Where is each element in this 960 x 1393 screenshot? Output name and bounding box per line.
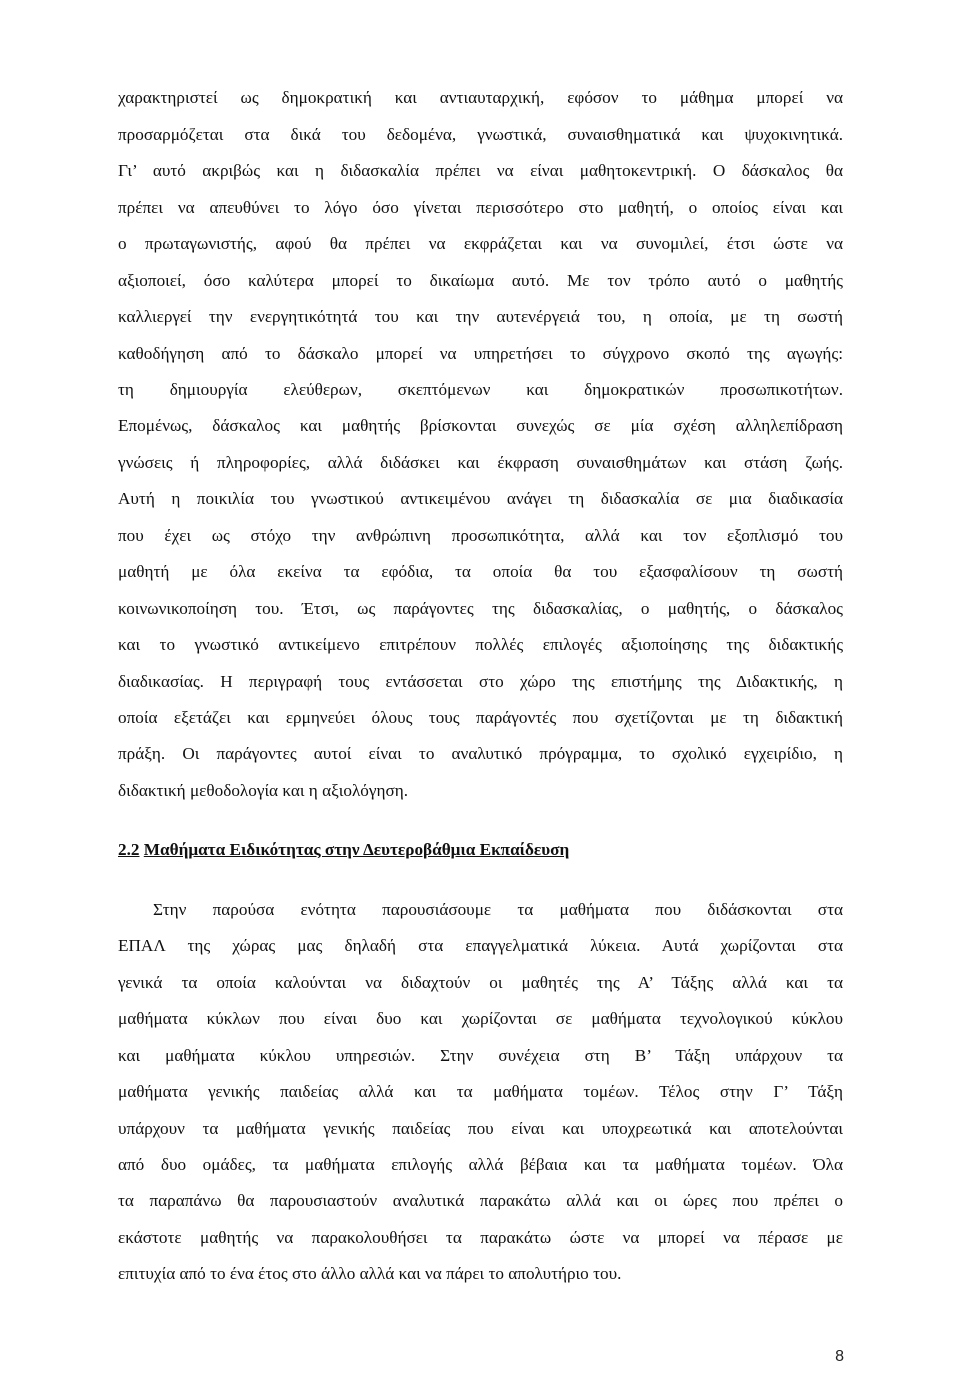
paragraph-line: ΕΠΑΛ της χώρας μας δηλαδή στα επαγγελματικά λύκεια. Αυτά χωρίζονται στα [118, 936, 843, 955]
paragraph-line: μαθήματα γενικής παιδείας αλλά και τα μαθήματα τομέων. Τέλος στην Γ’ Τάξη [118, 1082, 843, 1101]
paragraph-line: γενικά τα οποία καλούνται να διδαχτούν οι μαθητές της Α’ Τάξης αλλά και τα [118, 973, 843, 992]
paragraph-line: από δυο ομάδες, τα μαθήματα επιλογής αλλά βέβαια και τα μαθήματα τομέων. Όλα [118, 1155, 843, 1174]
paragraph-line: Στην παρούσα ενότητα παρουσιάσουμε τα μαθήματα που διδάσκονται στα [153, 900, 843, 919]
paragraph-line: υπάρχουν τα μαθήματα γενικής παιδείας που είναι και υποχρεωτικά και αποτελούνται [118, 1119, 843, 1138]
paragraph-line: και το γνωστικό αντικείμενο επιτρέπουν πολλές επιλογές αξιοποίησης της διδακτικής [118, 635, 843, 654]
paragraph-line: εκάστοτε μαθητής να παρακολουθήσει τα παρακάτω ώστε να μπορεί να πέρασε με [118, 1228, 843, 1247]
paragraph-line: Γι’ αυτό ακριβώς και η διδασκαλία πρέπει να είναι μαθητοκεντρική. Ο δάσκαλος θα [118, 161, 843, 180]
paragraph-line: που έχει ως στόχο την ανθρώπινη προσωπικότητα, αλλά και τον εξοπλισμό του [118, 526, 843, 545]
paragraph-line: επιτυχία από το ένα έτος στο άλλο αλλά και να πάρει το απολυτήριο του. [118, 1264, 622, 1283]
paragraph-line: Επομένως, δάσκαλος και μαθητής βρίσκονται συνεχώς σε μία σχέση αλληλεπίδραση [118, 416, 843, 435]
paragraph-line: καλλιεργεί την ενεργητικότητά του και την αυτενέργειά του, η οποία, με τη σωστή [118, 307, 843, 326]
paragraph-line: χαρακτηριστεί ως δημοκρατική και αντιαυταρχική, εφόσον το μάθημα μπορεί να [118, 88, 843, 107]
paragraph-line: ο πρωταγωνιστής, αφού θα πρέπει να εκφράζεται και να συνομιλεί, έτσι ώστε να [118, 234, 843, 253]
section-title: Μαθήματα Ειδικότητας στην Δευτεροβάθμια Εκπαίδευση [143, 840, 570, 859]
paragraph-line: τη δημιουργία ελεύθερων, σκεπτόμενων και δημοκρατικών προσωπικοτήτων. [118, 380, 843, 399]
paragraph-line: πρέπει να απευθύνει το λόγο όσο γίνεται περισσότερο στο μαθητή, ο οποίος είναι και [118, 198, 843, 217]
paragraph-line: διαδικασίας. Η περιγραφή τους εντάσσεται στο χώρο της επιστήμης της Διδακτικής, η [118, 672, 843, 691]
paragraph-line: και μαθήματα κύκλου υπηρεσιών. Στην συνέχεια στη Β’ Τάξη υπάρχουν τα [118, 1046, 843, 1065]
paragraph-line: Αυτή η ποικιλία του γνωστικού αντικειμένου ανάγει τη διδασκαλία σε μια διαδικασία [118, 489, 843, 508]
page-number: 8 [835, 1348, 844, 1365]
paragraph-line: κοινωνικοποίηση του. Έτσι, ως παράγοντες της διδασκαλίας, ο μαθητής, ο δάσκαλος [118, 599, 843, 618]
paragraph-line: προσαρμόζεται στα δικά του δεδομένα, γνωστικά, συναισθηματικά και ψυχοκινητικά. [118, 125, 843, 144]
paragraph-line: καθοδήγηση από το δάσκαλο μπορεί να υπηρετήσει το σύγχρονο σκοπό της αγωγής: [118, 344, 843, 363]
paragraph-line: μαθήματα κύκλων που είναι δυο και χωρίζονται σε μαθήματα τεχνολογικού κύκλου [118, 1009, 843, 1028]
paragraph-line: γνώσεις ή πληροφορίες, αλλά διδάσκει και έκφραση συναισθημάτων και στάση ζωής. [118, 453, 843, 472]
paragraph-line: αξιοποιεί, όσο καλύτερα μπορεί το δικαίωμα αυτό. Με τον τρόπο αυτό ο μαθητής [118, 271, 843, 290]
paragraph-line: οποία εξετάζει και ερμηνεύει όλους τους παράγοντές που σχετίζονται με τη διδακτική [118, 708, 843, 727]
section-number: 2.2 [118, 840, 140, 859]
paragraph-line: μαθητή με όλα εκείνα τα εφόδια, τα οποία θα του εξασφαλίσουν τη σωστή [118, 562, 843, 581]
paragraph-line: τα παραπάνω θα παρουσιαστούν αναλυτικά παρακάτω αλλά και οι ώρες που πρέπει ο [118, 1191, 843, 1210]
section-heading [118, 838, 843, 862]
paragraph-line: διδακτική μεθοδολογία και η αξιολόγηση. [118, 781, 409, 800]
paragraph-line: πράξη. Οι παράγοντες αυτοί είναι το αναλυτικό πρόγραμμα, το σχολικό εγχειρίδιο, η [118, 744, 843, 763]
